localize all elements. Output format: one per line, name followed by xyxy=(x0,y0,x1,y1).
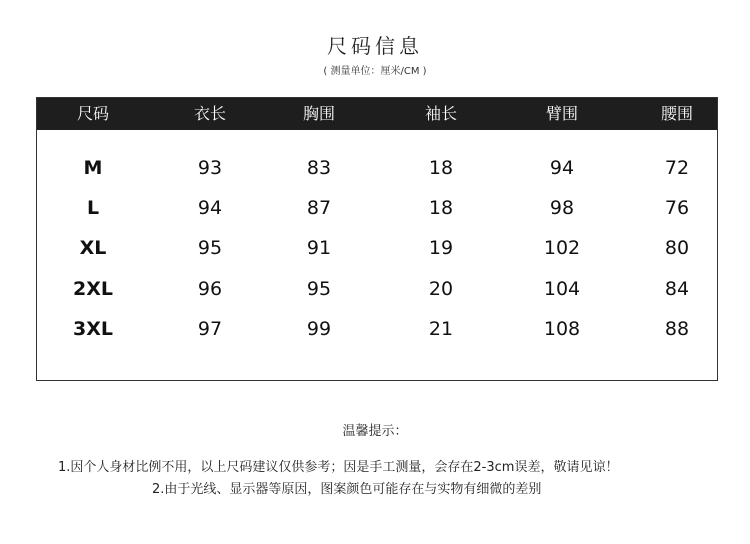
row-chest: 99 xyxy=(306,318,332,340)
row-waist: 72 xyxy=(664,157,690,179)
row-sleeve: 18 xyxy=(428,157,454,179)
row-sleeve: 21 xyxy=(428,318,454,340)
row-size: L xyxy=(86,197,100,219)
row-waist: 76 xyxy=(664,197,690,219)
row-length: 96 xyxy=(197,278,223,300)
table-header xyxy=(37,98,717,130)
tips-title: 温馨提示： xyxy=(342,424,408,439)
header-size: 尺码 xyxy=(76,104,109,123)
row-waist: 80 xyxy=(664,237,690,259)
row-sleeve: 18 xyxy=(428,197,454,219)
row-size: 2XL xyxy=(73,278,113,300)
row-size: 3XL xyxy=(73,318,113,340)
row-size: XL xyxy=(79,237,107,259)
row-length: 93 xyxy=(197,157,223,179)
row-chest: 95 xyxy=(306,278,332,300)
row-chest: 91 xyxy=(306,237,332,259)
row-waist: 88 xyxy=(664,318,690,340)
row-sleeve: 20 xyxy=(428,278,454,300)
row-chest: 87 xyxy=(306,197,332,219)
row-length: 94 xyxy=(197,197,223,219)
row-chest: 83 xyxy=(306,157,332,179)
page-title: 尺码信息 xyxy=(327,34,423,58)
header-sleeve: 袖长 xyxy=(424,104,457,123)
size-table xyxy=(36,97,718,381)
measurement-unit-note: ( 测量单位：厘米/CM ) xyxy=(323,66,427,77)
row-arm: 94 xyxy=(549,157,575,179)
tip-line-2: 2.由于光线、显示器等原因，图案颜色可能存在与实物有细微的差别 xyxy=(152,482,542,497)
row-arm: 104 xyxy=(543,278,581,300)
header-length: 衣长 xyxy=(193,104,226,123)
row-arm: 108 xyxy=(543,318,581,340)
row-arm: 102 xyxy=(543,237,581,259)
row-waist: 84 xyxy=(664,278,690,300)
row-size: M xyxy=(83,157,103,179)
header-arm: 臂围 xyxy=(545,104,578,123)
row-sleeve: 19 xyxy=(428,237,454,259)
row-arm: 98 xyxy=(549,197,575,219)
row-length: 97 xyxy=(197,318,223,340)
header-chest: 胸围 xyxy=(302,104,335,123)
row-length: 95 xyxy=(197,237,223,259)
header-waist: 腰围 xyxy=(660,104,693,123)
tip-line-1: 1.因个人身材比例不用，以上尺码建议仅供参考；因是手工测量，会存在2-3cm误差，敬请见谅！ xyxy=(58,460,619,475)
